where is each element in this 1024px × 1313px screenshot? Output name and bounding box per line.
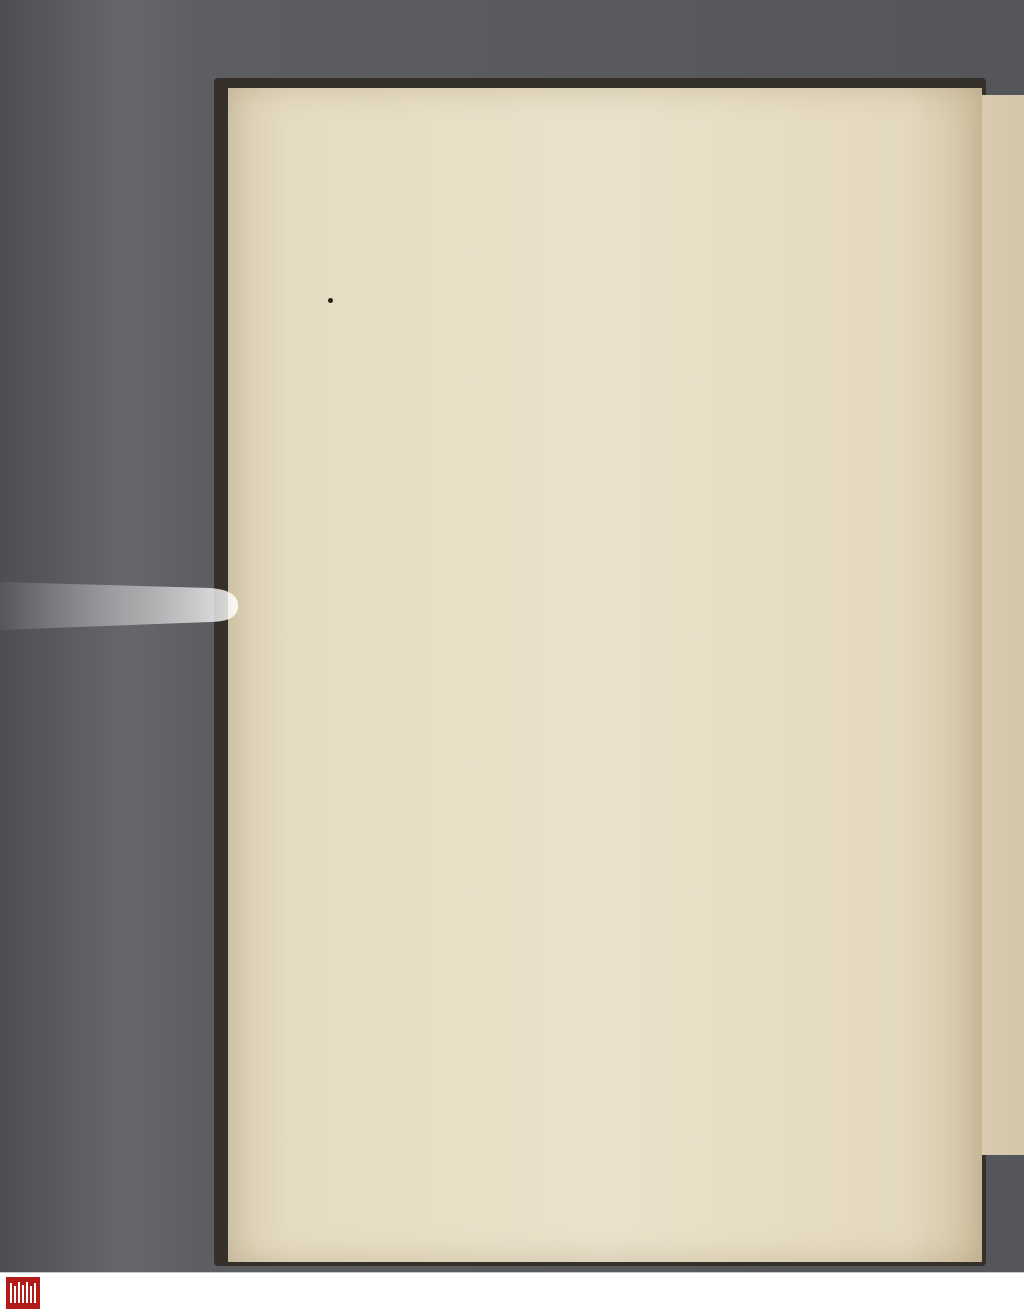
library-logo-icon[interactable] <box>6 1277 40 1309</box>
glass-reflection <box>0 560 240 650</box>
book-page <box>228 88 982 1262</box>
viewer-footer <box>0 1272 1024 1313</box>
ink-dot <box>328 298 333 303</box>
